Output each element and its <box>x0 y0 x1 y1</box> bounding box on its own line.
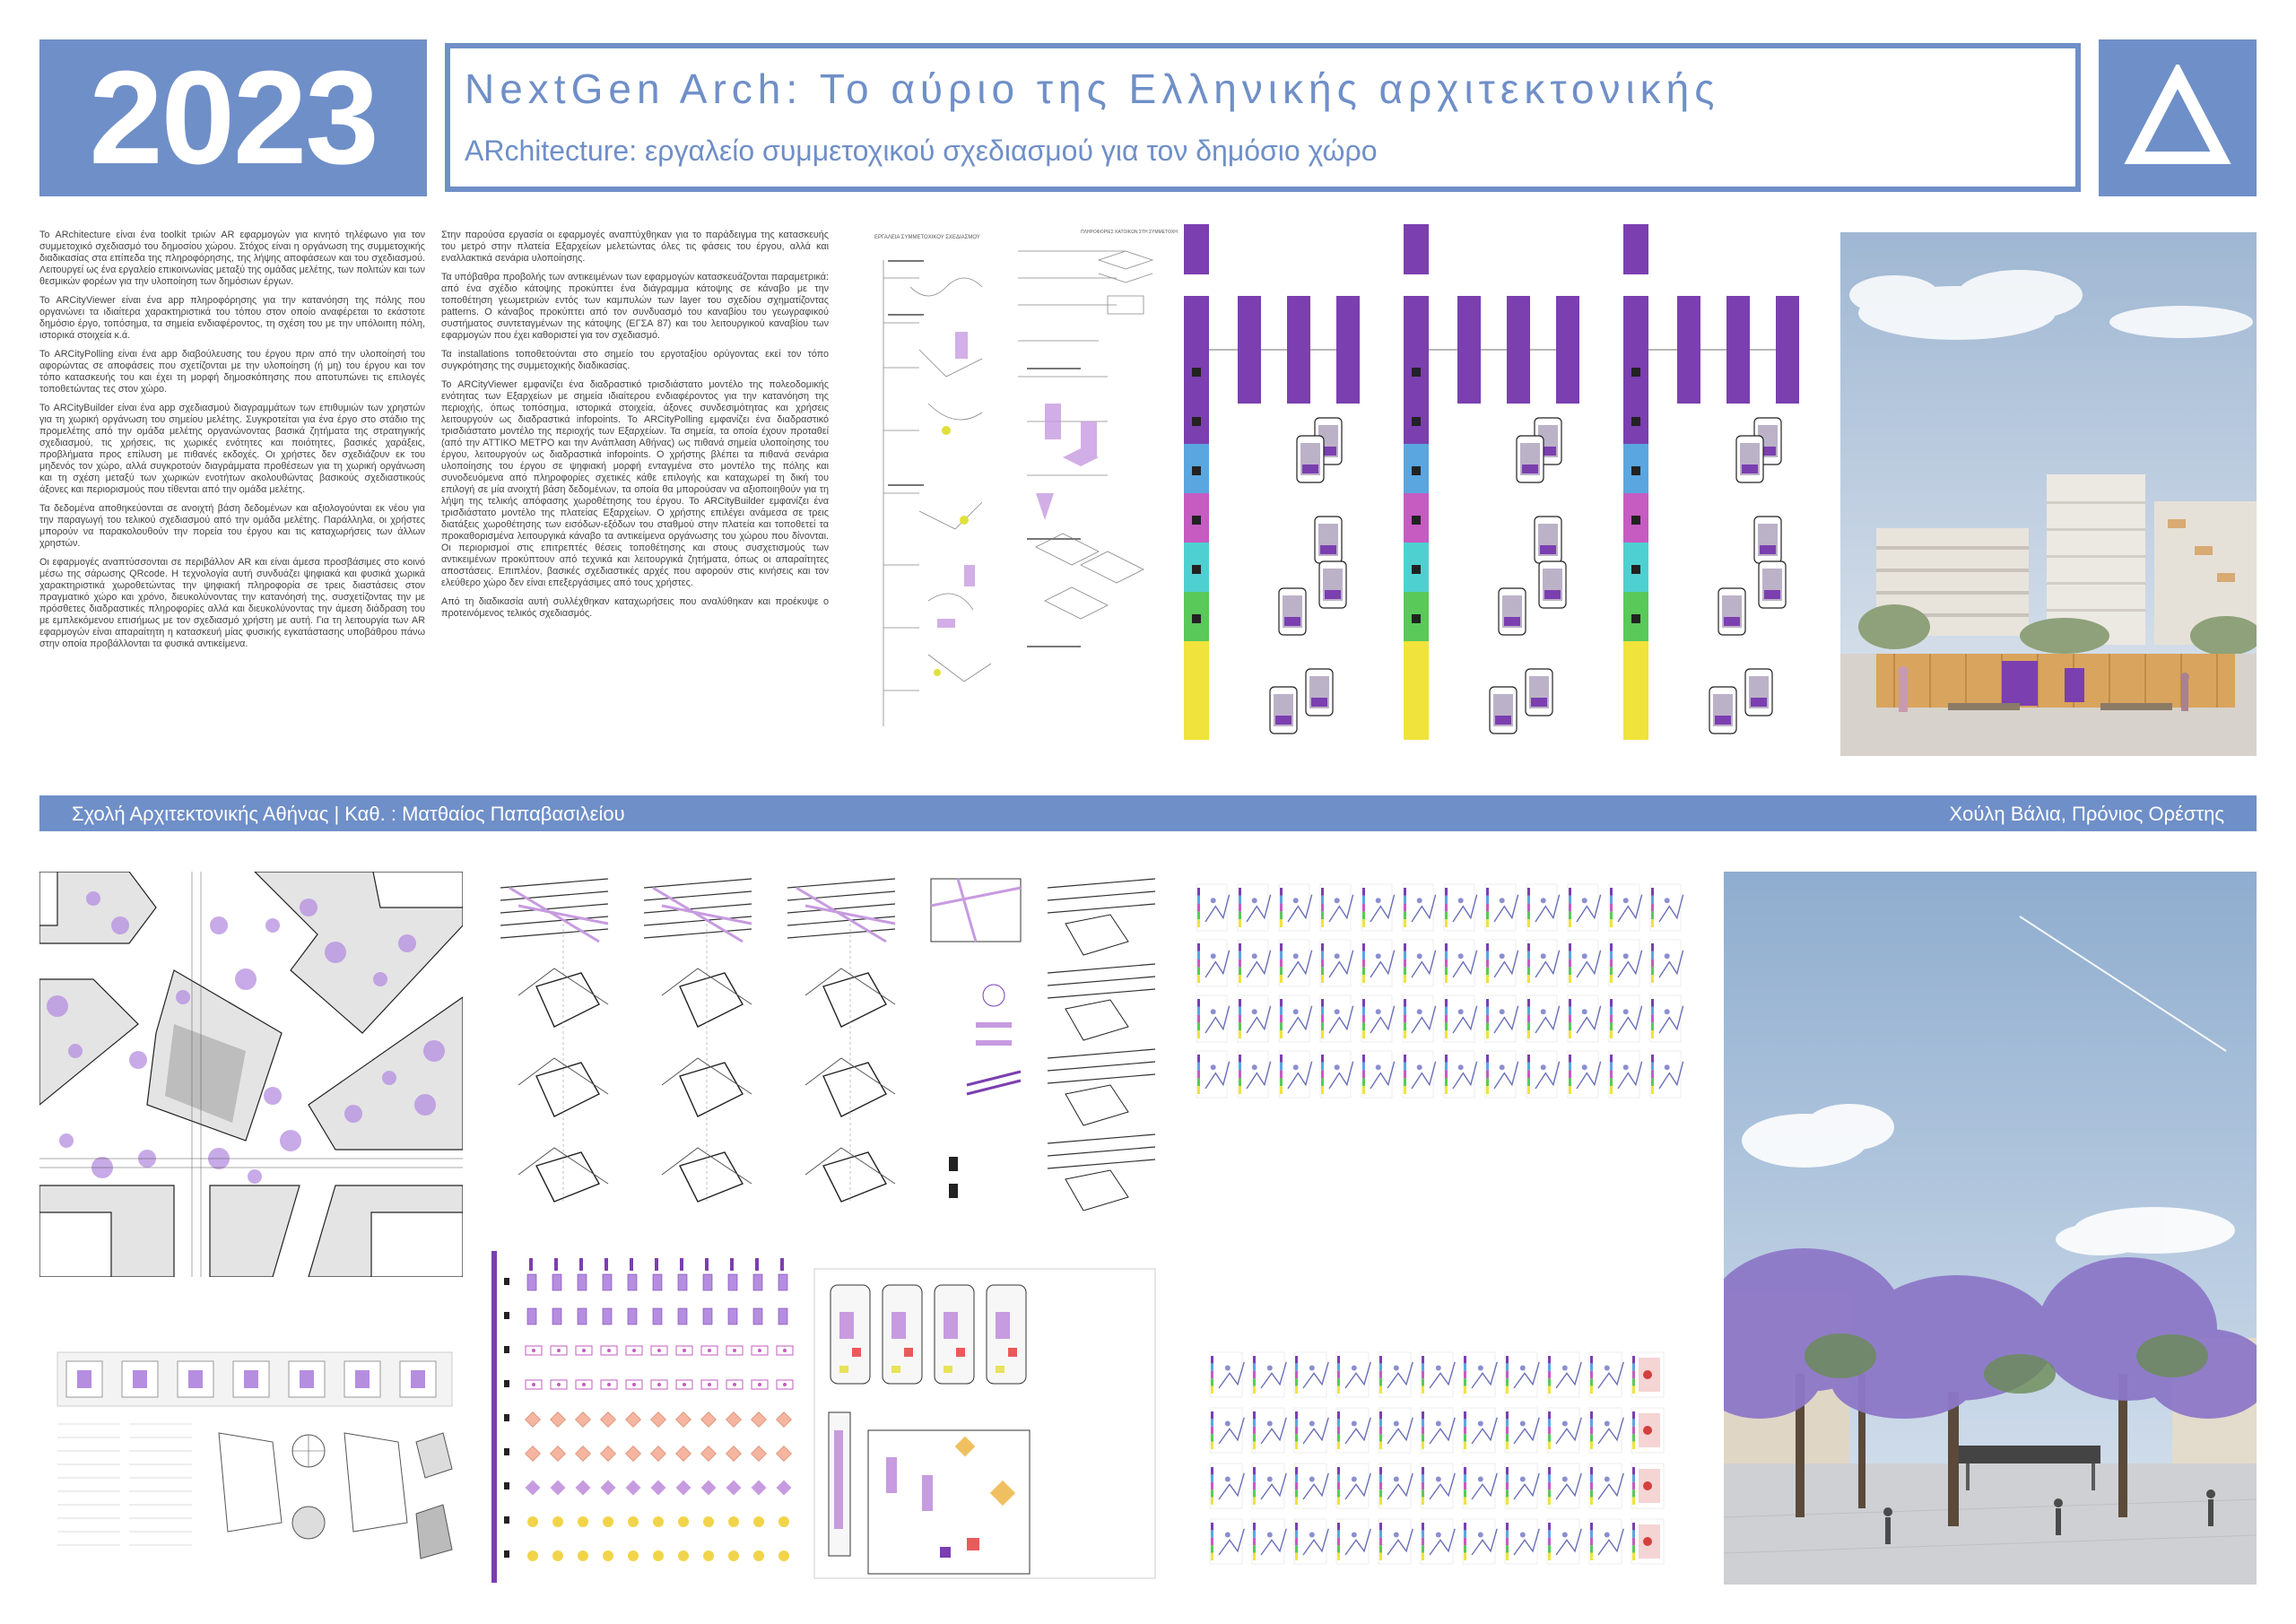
app-flow-diagram <box>1184 224 1830 753</box>
analysis-board <box>39 1343 463 1572</box>
credits-band <box>39 795 2257 831</box>
paragraph: Το ARCityPolling είναι ένα app διαβούλευσης του έργου πριν από την υλοποίησή του αφορώντας σε αποφάσεις που σχετίζονται με την υλοποίηση (ή μη) του έργου και τον τόπο κατασκευής του και έχει τη μορφή δημοσκόπησης που αποτυπώνει τις επιλογές τοποθετώντας τες στον χώρο. <box>39 349 425 395</box>
render-jacaranda-square <box>1724 872 2257 1585</box>
participation-sketch-panel <box>857 224 1188 753</box>
school-credit: Σχολή Αρχιτεκτονικής Αθήνας | Καθ. : Ματθαίος Παπαβασιλείου <box>72 803 625 825</box>
authors-credit: Χούλη Βάλια, Πρόνιος Ορέστης <box>1949 803 2224 825</box>
paragraph: Τα δεδομένα αποθηκεύονται σε ανοιχτή βάση δεδομένων και αξιολογούνται εκ νέου για την παραγωγή του τελικού σχεδιασμού από την ομάδα μελέτης. Παράλληλα, οι χρήστες μπορούν να παρακολουθούν την πορεία του έργου και τις καταχωρήσεις των άλλων χρηστών. <box>39 503 425 549</box>
year-badge <box>39 39 427 196</box>
title-box <box>445 43 2081 192</box>
year-label: 2023 <box>89 43 378 192</box>
project-subtitle: ARchitecture: εργαλείο συμμετοχικού σχεδιασμού για τον δημόσιο χώρο <box>465 135 1378 167</box>
paragraph: Τα υπόβαθρα προβολής των αντικειμένων των εφαρμογών κατασκευάζονται παραμετρικά: από ένα σχέδιο κάτοψης προκύπτει ένα διάγραμμα κάτοψης σε κάναβο με την τοποθέτηση γεωμετριών εντός των καμπυλών των layer του σχεδίου σχηματίζοντας patterns. Ο κάναβος προκύπτει από τον συνδυασμό του καναβίου του γεωγραφικού συστήματος συντεταγμένων της κάτοψης (ΕΓΣΑ 87) και του λειτουργικού καναβίου των εφαρμογών που έχει καθοριστεί για τον σχεδιασμό. <box>441 272 829 341</box>
axonometric-scenarios <box>491 870 1160 1211</box>
text-column-1 <box>39 230 425 657</box>
paragraph: Το ARCityBuilder είναι ένα app σχεδιασμού διαγραμμάτων των επιθυμιών των χρηστών για τη χωρική οργάνωση του σημείου μελέτης. Συγκροτείται για ένα έργο στο στάδιο της προμελέτης από την ομάδα μελέτης οργανώνοντας βασικά ζητήματα της στρατηγικής σχεδιασμού, τις χρήσεις, τις χωρικές ενότητες και ποιότητες, βασικές χαράξεις, προβλήματα προς επίλυση με πιθανές εκδοχές. Οι χρήστες δεν σχεδιάζουν εκ του μηδενός τον χώρο, αλλά συγκροτούν διαγράμματα προθέσεων για τη χωρική οργάνωση και τη σχέση μεταξύ των χωρικών ενοτήτων ακολουθώντας βασικούς σχεδιαστικούς άξονες και περιορισμούς που τίθενται από την ομάδα μελέτης. <box>39 403 425 495</box>
render-square-view <box>1840 232 2257 756</box>
paragraph: Στην παρούσα εργασία οι εφαρμογές αναπτύχθηκαν για το παράδειγμα της κατασκευής του μετρό στην πλατεία Εξαρχείων μελετώντας όλες τις φάσεις του έργου, αλλά και εναλλακτικά σενάρια υλοποίησης. <box>441 230 829 264</box>
paragraph: Από τη διαδικασία αυτή συλλέχθηκαν καταχωρήσεις που αναλύθηκαν και προέκυψε ο προτεινόμενος τελικός σχεδιασμός. <box>441 596 829 619</box>
delta-logo <box>2099 39 2257 196</box>
paragraph: Τα installations τοποθετούνται στο σημείο του εργοταξίου ορύγοντας εκεί τον τόπο συγκρότησης της συμμετοχικής διαδικασίας. <box>441 349 829 371</box>
builder-catalog-diagram <box>491 1251 1160 1583</box>
sketch-subtitle: ΠΛΗΡΟΦΟΡΙΕΣ ΚΑΤΟΙΚΩΝ ΣΤΗ ΣΥΜΜΕΤΟΧΗ <box>1081 230 1178 235</box>
entries-grid-bottom <box>1206 1345 1704 1574</box>
paragraph: Το ARCityViewer εμφανίζει ένα διαδραστικό τρισδιάστατο μοντέλο της πολεοδομικής ενότητας των Εξαρχείων με σημεία ιδιαίτερου ενδιαφέροντος για την κατανόηση της περιοχής, όπως τοπόσημα, ιστορικά στοιχεία, άξονες συνδεσιμότητας και χρήσεις λειτουργούν ως διαδραστικά infopoints. Το ARCityPolling εμφανίζει ένα διαδραστικό τρισδιάστατο μοντέλο της περιοχής των Εξαρχείων. Τα σημεία, τα οποία έχουν προταθεί (από την ΑΤΤΙΚΟ ΜΕΤΡΟ και την Ανάπλαση Αθήνας) ως πιθανά σημεία υλοποίησης του έργου, λειτουργούν ως διαδραστικά infopoints. Ο χρήστης βλέπει τα πιθανά σενάρια υλοποίησης του έργου σε ψηφιακή μορφή ενταγμένα στο μοντέλο της πόλης και συνοδευόμενα από πληροφορίες σχετικές κάθε επιλογής και καταχωρεί τη δική του επιλογή σε μία ανοιχτή βάση δεδομένων, τα οποία θα μπορούσαν να αξιοποιηθούν για τη λήψη της τελικής απόφασης χωροθέτησης του έργου. Το ARCityBuilder εμφανίζει ένα τρισδιάστατο μοντέλο της πλατείας Εξαρχείων. Ο χρήστης επιλέγει ανάμεσα σε τρεις διατάξεις χωροθέτησης των εισόδων-εξόδων του σταθμού στην πλατεία και τοποθετεί τα προκαθορισμένα λειτουργικά κάναβο τα αντικείμενα οργάνωσης του χώρου που δίνονται. Οι περιορισμοί στις επιτρεπτές θέσεις τοποθέτησης και στους συσχετισμούς των αντικειμένων προκύπτουν από τεχνικά και λειτουργικά ζητήματα, όπως οι απαραίτητες αποστάσεις. Επιπλέον, βασικές σχεδιαστικές αρχές που αφορούν στις κινήσεις και τον ελεύθερο χώρο δεν είναι επεξεργάσιμες από τους χρήστες. <box>441 379 829 588</box>
entries-grid-top <box>1193 875 1702 1108</box>
delta-logo-icon <box>2124 65 2231 172</box>
text-column-2 <box>441 230 829 627</box>
site-plan <box>39 872 463 1277</box>
paragraph: Οι εφαρμογές αναπτύσσονται σε περιβάλλον AR και είναι άμεσα προσβάσιμες στο κοινό μέσω της σάρωσης QRcode. Η τεχνολογία αυτή συνδυάζει ψηφιακά και φυσικά χωρικά χαρακτηριστικά χωροθετώντας την ψηφιακή πληροφορία σε τρεις διαστάσεις στον πραγματικό χώρο και χρόνο, διευκολύνοντας την κατανόησή της, συσχετίζοντας την με πρόσθετες διαδραστικές πληροφορίες αλλά και διευκολύνοντας την άμεση διάδραση του με εμπλεκόμενου επισήμως με τον σχεδιασμό χρήστη με αυτή. Για τη λειτουργία των AR εφαρμογών είναι απαραίτητη η κατασκευή μίας φυσικής εγκατάστασης υποβάθρου πάνω στην οποία προβάλλονται τα φυσικά αντικείμενα. <box>39 557 425 649</box>
paragraph: Το ARCityViewer είναι ένα app πληροφόρησης για την κατανόηση της πόλης που οργανώνει τα ιδιαίτερα χαρακτηριστικά του τόπου στον οποίο αναφέρεται το εκάστοτε δημόσιο έργο, τοπόσημα, τα σημεία ενδιαφέροντος, τη σχέση του με την υπόλοιπη πόλη, ιστορικά στοιχεία κ.ά. <box>39 295 425 341</box>
project-title: NextGen Arch: Το αύριο της Ελληνικής αρχιτεκτονικής <box>465 65 1720 112</box>
paragraph: Το ARchitecture είναι ένα toolkit τριών AR εφαρμογών για κινητό τηλέφωνο για τον συμμετοχικό σχεδιασμό του δημοσίου χώρου. Στόχος είναι η οργάνωση της συμμετοχικής διαδικασίας στα επίπεδα της πληροφόρησης, της λήψης αποφάσεων και του σχεδιασμού. Λειτουργεί ως ένα εργαλείο επικοινωνίας μεταξύ της ομάδας μελέτης, των πολιτών και των θεσμικών φορέων για την υλοποίηση των δημόσιων έργων. <box>39 230 425 287</box>
sketch-title: ΕΡΓΑΛΕΙΑ ΣΥΜΜΕΤΟΧΙΚΟΥ ΣΧΕΔΙΑΣΜΟΥ <box>874 235 980 240</box>
